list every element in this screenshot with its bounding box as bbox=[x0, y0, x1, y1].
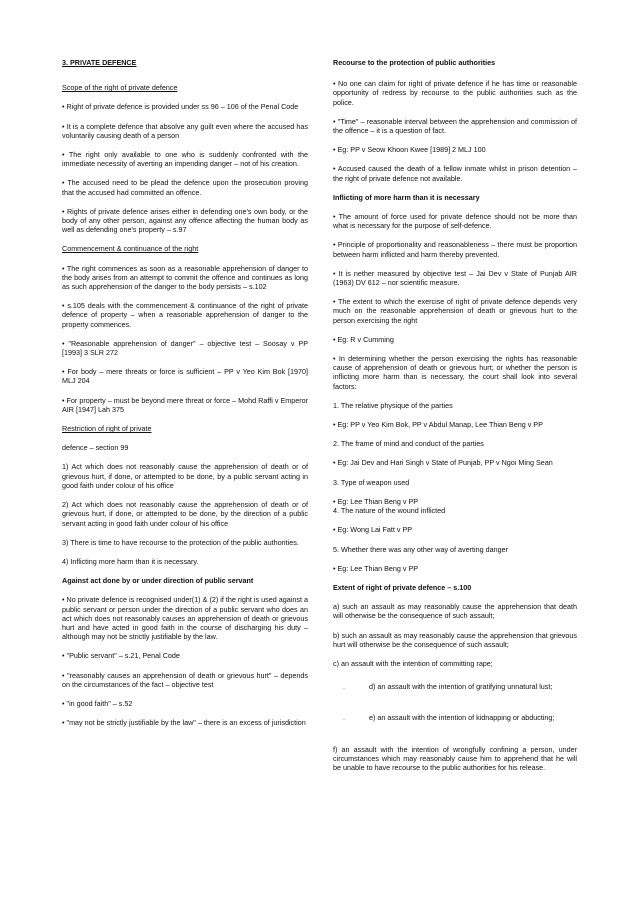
indented-item bbox=[333, 682, 577, 691]
harm-heading: Inflicting of more harm than it is necessary bbox=[333, 192, 480, 202]
paragraph: • The right commences as soon as a reasonable apprehension of danger to the body arises from an attempt to commit the offence and continues as long as such apprehension of the danger to the body persists – s.102 bbox=[62, 263, 308, 292]
section-heading: 3. PRIVATE DEFENCE bbox=[62, 58, 137, 67]
paragraph: 4) Inflicting more harm than it is necessary. bbox=[62, 556, 199, 566]
paragraph: • s.105 deals with the commencement & continuance of the right of private defence of property – when a reasonable apprehension of danger to the property commences. bbox=[62, 301, 308, 329]
paragraph: b) such an assault as may reasonably cause the apprehension that grievous hurt will otherwise be the consequence of such assault; bbox=[333, 630, 577, 649]
paragraph: • Eg: Jai Dev and Hari Singh v State of Punjab, PP v Ngoi Ming Sean bbox=[333, 458, 553, 468]
left-column bbox=[62, 58, 308, 737]
recourse-heading: Recourse to the protection of public authorities bbox=[333, 58, 496, 67]
paragraph: • Right of private defence is provided under ss 96 – 106 of the Penal Code bbox=[62, 102, 299, 112]
paragraph: • For body – mere threats or force is sufficient – PP v Yeo Kim Bok [1970] MLJ 204 bbox=[62, 367, 308, 386]
bullet-dot: . bbox=[343, 682, 345, 692]
paragraph: c) an assault with the intention of committing rape; bbox=[333, 658, 493, 668]
public-servant-heading: Against act done by or under direction of public servant bbox=[62, 576, 254, 586]
paragraph: • Principle of proportionality and reasonableness – there must be proportion between harm inflicted and harm thereby prevented. bbox=[333, 240, 577, 259]
paragraph: a) such an assault as may reasonably cause the apprehension that death will otherwise be the consequence of such assault; bbox=[333, 602, 577, 621]
paragraph: • The extent to which the exercise of right of private defence depends very much on the reasonable apprehension of death or grievous hurt to the person exercising the right bbox=[333, 297, 577, 325]
bullet-dot: . bbox=[343, 713, 345, 723]
indented-text: d) an assault with the intention of gratifying unnatural lust; bbox=[369, 682, 553, 692]
paragraph: • "in good faith" – s.52 bbox=[62, 698, 133, 708]
indented-item bbox=[333, 713, 577, 722]
commencement-heading: Commencement & continuance of the right bbox=[62, 244, 199, 254]
paragraph: • "Time" – reasonable interval between the apprehension and commission of the offence – it is a question of fact. bbox=[333, 116, 577, 136]
paragraph: f) an assault with the intention of wrongfully confining a person, under circumstances which may reasonably cause him to apprehend that he will be unable to have recourse to the public authorities for his release. bbox=[333, 744, 577, 772]
paragraph: • It is a complete defence that absolve any guilt even where the accused has voluntarily causing death of a person bbox=[62, 121, 308, 140]
paragraph: • Accused caused the death of a fellow inmate whilst in prison detention – the right of private defence not available. bbox=[333, 164, 577, 183]
paragraph: • Eg: PP v Yeo Kim Bok, PP v Abdul Manap, Lee Thian Beng v PP bbox=[333, 420, 543, 430]
paragraph: • Eg: PP v Seow Khoon Kwee [1989] 2 MLJ 100 bbox=[333, 145, 486, 155]
paragraph: • No private defence is recognised under(1) & (2) if the right is used against a public servant or person under the direction of a public servant who does an act which does not reasonably causes an apprehension of death or grievous hurt and have acted in good faith in the course of discharging his duty – although may not be strictly justifiable by the law. bbox=[62, 595, 308, 642]
paragraph: • "Reasonable apprehension of danger" – objective test – Soosay v PP [1993] 3 SLR 272 bbox=[62, 338, 308, 358]
restriction-heading: Restriction of right of private bbox=[62, 424, 152, 434]
paragraph: • "reasonably causes an apprehension of death or grievous hurt" – depends on the circumstances of the fact – objective test bbox=[62, 670, 308, 689]
paragraph: • Eg: Lee Thian Beng v PP bbox=[333, 563, 419, 573]
paragraph: • In determining whether the person exercising the rights has reasonable cause of apprehension of death or grievous hurt; or whether the person is inflicting more harm than is necessary, the court shall look into several factors: bbox=[333, 354, 577, 391]
indented-text: e) an assault with the intention of kidnapping or abducting; bbox=[369, 713, 555, 723]
paragraph: 2) Act which does not reasonably cause the apprehension of death or of grievous hurt, if done, or attempted to be done, by the direction of a public servant acting in good faith under colour of his office bbox=[62, 500, 308, 528]
restriction-subheading: defence – section 99 bbox=[62, 443, 129, 453]
paragraph: • For property – must be beyond mere threat or force – Mohd Raffi v Emperor AIR [1947] Lah 375 bbox=[62, 395, 308, 414]
paragraph: 1) Act which does not reasonably cause the apprehension of death or of grievous hurt, if done, or attempted to be done, by a public servant acting in good faith under colour of his office bbox=[62, 462, 308, 490]
factor-item: 3. Type of weapon used bbox=[333, 477, 410, 487]
paragraph: • No one can claim for right of private defence if he has time or reasonable opportunity of redress by recourse to the public authorities such as the police. bbox=[333, 79, 577, 107]
paragraph: • Rights of private defence arises either in defending one's own body, or the body of any other person, against any offence affecting the human body as well as defending one's property – s.97 bbox=[62, 206, 308, 235]
paragraph: • The amount of force used for private defence should not be more than what is necessary for the purpose of self-defence. bbox=[333, 212, 577, 231]
factor-item: 5. Whether there was any other way of averting danger bbox=[333, 544, 508, 554]
factor-item: 4. The nature of the wound inflicted bbox=[333, 506, 446, 516]
right-column bbox=[333, 58, 577, 782]
paragraph: 3) There is time to have recourse to the protection of the public authorities. bbox=[62, 537, 299, 547]
paragraph: • It is nether measured by objective test – Jai Dev v State of Punjab AIR (1963) DV 612 – nor scientific measure. bbox=[333, 268, 577, 288]
extent-heading: Extent of right of private defence – s.100 bbox=[333, 582, 472, 592]
paragraph: • Eg: R v Cumming bbox=[333, 334, 394, 344]
factor-item: 2. The frame of mind and conduct of the parties bbox=[333, 439, 484, 449]
paragraph: • "may not be strictly justifiable by the law" – there is an excess of jurisdiction bbox=[62, 718, 306, 728]
paragraph: • Eg: Wong Lai Fatt v PP bbox=[333, 525, 413, 535]
factor-item: 1. The relative physique of the parties bbox=[333, 400, 453, 410]
paragraph: • "Public servant" – s.21, Penal Code bbox=[62, 651, 180, 661]
scope-heading: Scope of the right of private defence bbox=[62, 83, 178, 93]
paragraph: • The accused need to be plead the defence upon the prosecution proving that the accused had committed an offence. bbox=[62, 178, 308, 197]
paragraph: • The right only available to one who is suddenly confronted with the immediate necessity of averting an impending danger – not of his creation. bbox=[62, 150, 308, 169]
paragraph: • Eg: Lee Thian Beng v PP bbox=[333, 496, 419, 506]
